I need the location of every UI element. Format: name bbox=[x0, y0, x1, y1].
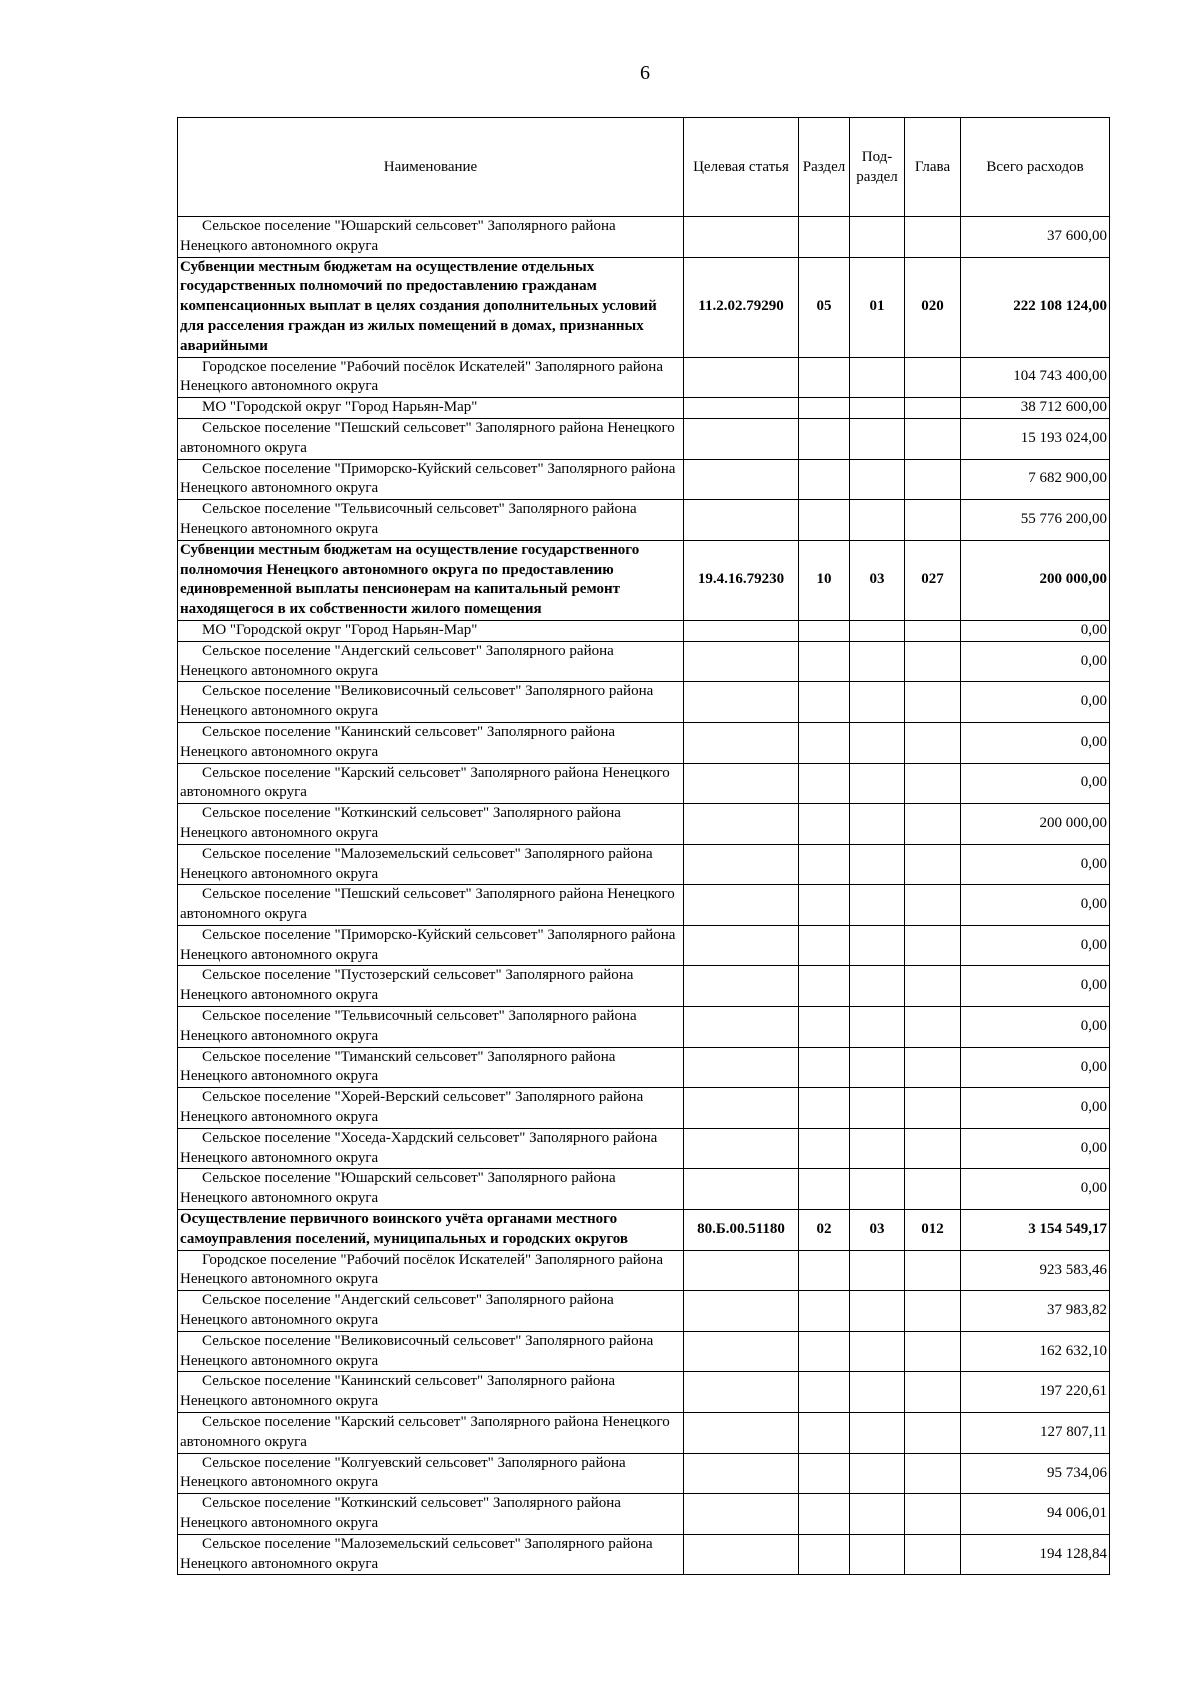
cell-chapter bbox=[905, 1534, 961, 1575]
row-name-text: Сельское поселение "Пустозерский сельсовет" Заполярного района Ненецкого автономного округа bbox=[180, 967, 634, 1004]
cell-chapter bbox=[905, 217, 961, 258]
cell-subsection bbox=[850, 1169, 905, 1210]
cell-target bbox=[684, 1453, 799, 1494]
cell-name bbox=[178, 459, 684, 500]
cell-total: 15 193 024,00 bbox=[961, 418, 1110, 459]
table-row bbox=[178, 804, 1110, 845]
row-name-text: МО "Городской округ "Город Нарьян-Мар" bbox=[202, 621, 478, 638]
cell-subsection bbox=[850, 925, 905, 966]
row-name-text: Сельское поселение "Великовисочный сельсовет" Заполярного района Ненецкого автономного округа bbox=[180, 683, 654, 720]
cell-target: 11.2.02.79290 bbox=[684, 257, 799, 357]
cell-target: 80.Б.00.51180 bbox=[684, 1210, 799, 1251]
cell-total: 0,00 bbox=[961, 966, 1110, 1007]
cell-section bbox=[799, 1372, 850, 1413]
row-name-text: Сельское поселение "Тельвисочный сельсовет" Заполярного района Ненецкого автономного округа bbox=[180, 1008, 637, 1044]
cell-subsection bbox=[850, 722, 905, 763]
cell-target bbox=[684, 925, 799, 966]
row-name-text: Сельское поселение "Андегский сельсовет" Заполярного района Ненецкого автономного округа bbox=[180, 1292, 614, 1329]
cell-total: 37 983,82 bbox=[961, 1291, 1110, 1332]
cell-target bbox=[684, 1047, 799, 1088]
cell-subsection bbox=[850, 1128, 905, 1169]
cell-total: 3 154 549,17 bbox=[961, 1210, 1110, 1251]
cell-target bbox=[684, 398, 799, 419]
cell-subsection bbox=[850, 885, 905, 926]
row-name-text: Сельское поселение "Канинский сельсовет" Заполярного района Ненецкого автономного округа bbox=[180, 1373, 616, 1410]
table-row-category bbox=[178, 540, 1110, 620]
cell-total: 0,00 bbox=[961, 641, 1110, 682]
cell-name bbox=[178, 925, 684, 966]
cell-chapter bbox=[905, 459, 961, 500]
header-chapter: Глава bbox=[905, 118, 961, 217]
cell-chapter bbox=[905, 398, 961, 419]
cell-name bbox=[178, 1413, 684, 1454]
cell-total: 37 600,00 bbox=[961, 217, 1110, 258]
cell-subsection bbox=[850, 1494, 905, 1535]
row-name-text: Городское поселение "Рабочий посёлок Искателей" Заполярного района Ненецкого автономного округа bbox=[180, 358, 663, 395]
cell-subsection bbox=[850, 459, 905, 500]
cell-chapter bbox=[905, 1453, 961, 1494]
cell-subsection bbox=[850, 357, 905, 398]
cell-chapter: 027 bbox=[905, 540, 961, 620]
table-row bbox=[178, 1007, 1110, 1048]
cell-chapter: 012 bbox=[905, 1210, 961, 1251]
row-name-text: Сельское поселение "Великовисочный сельсовет" Заполярного района Ненецкого автономного округа bbox=[180, 1332, 654, 1369]
row-name-text: Городское поселение "Рабочий посёлок Искателей" Заполярного района Ненецкого автономного округа bbox=[180, 1251, 663, 1288]
page-number: 6 bbox=[640, 62, 650, 84]
cell-chapter bbox=[905, 1331, 961, 1372]
cell-section bbox=[799, 620, 850, 641]
cell-chapter bbox=[905, 804, 961, 845]
cell-name bbox=[178, 418, 684, 459]
cell-section bbox=[799, 804, 850, 845]
cell-subsection bbox=[850, 1047, 905, 1088]
cell-subsection bbox=[850, 682, 905, 723]
row-name-text: Сельское поселение "Малоземельский сельсовет" Заполярного района Ненецкого автономного округа bbox=[180, 845, 653, 882]
cell-total: 0,00 bbox=[961, 1169, 1110, 1210]
table-row bbox=[178, 398, 1110, 419]
row-name-text: Сельское поселение "Тиманский сельсовет" Заполярного района Ненецкого автономного округа bbox=[180, 1048, 616, 1085]
cell-chapter bbox=[905, 722, 961, 763]
row-name-text: Сельское поселение "Канинский сельсовет" Заполярного района Ненецкого автономного округа bbox=[180, 723, 616, 760]
cell-chapter bbox=[905, 357, 961, 398]
cell-target bbox=[684, 885, 799, 926]
row-name-text: Сельское поселение "Карский сельсовет" Заполярного района Ненецкого автономного округа bbox=[180, 1414, 670, 1450]
table-row bbox=[178, 1128, 1110, 1169]
cell-target bbox=[684, 357, 799, 398]
cell-target bbox=[684, 641, 799, 682]
cell-name bbox=[178, 1494, 684, 1535]
cell-name bbox=[178, 1128, 684, 1169]
cell-chapter bbox=[905, 682, 961, 723]
cell-section bbox=[799, 1047, 850, 1088]
cell-subsection bbox=[850, 1088, 905, 1129]
cell-chapter bbox=[905, 1372, 961, 1413]
table-row bbox=[178, 1453, 1110, 1494]
row-name-text: Сельское поселение "Хоседа-Хардский сельсовет" Заполярного района Ненецкого автономного округа bbox=[180, 1129, 658, 1166]
cell-chapter bbox=[905, 418, 961, 459]
cell-target bbox=[684, 1494, 799, 1535]
cell-name bbox=[178, 722, 684, 763]
cell-name bbox=[178, 1007, 684, 1048]
cell-name bbox=[178, 1331, 684, 1372]
cell-subsection bbox=[850, 804, 905, 845]
cell-subsection bbox=[850, 1250, 905, 1291]
cell-target bbox=[684, 1291, 799, 1332]
cell-section bbox=[799, 418, 850, 459]
table-row bbox=[178, 620, 1110, 641]
cell-subsection bbox=[850, 763, 905, 804]
cell-section bbox=[799, 1169, 850, 1210]
cell-name bbox=[178, 1250, 684, 1291]
cell-section bbox=[799, 1453, 850, 1494]
row-name-text: Сельское поселение "Тельвисочный сельсовет" Заполярного района Ненецкого автономного округа bbox=[180, 501, 637, 537]
cell-target: 19.4.16.79230 bbox=[684, 540, 799, 620]
cell-chapter bbox=[905, 1413, 961, 1454]
table-row bbox=[178, 1331, 1110, 1372]
cell-name bbox=[178, 804, 684, 845]
cell-target bbox=[684, 844, 799, 885]
cell-target bbox=[684, 620, 799, 641]
cell-target bbox=[684, 1088, 799, 1129]
cell-chapter bbox=[905, 500, 961, 541]
cell-section bbox=[799, 217, 850, 258]
cell-subsection bbox=[850, 966, 905, 1007]
row-name-text: Сельское поселение "Коткинский сельсовет" Заполярного района Ненецкого автономного округа bbox=[180, 805, 621, 841]
cell-target bbox=[684, 1250, 799, 1291]
cell-subsection bbox=[850, 1534, 905, 1575]
cell-total: 127 807,11 bbox=[961, 1413, 1110, 1454]
cell-chapter bbox=[905, 1250, 961, 1291]
cell-total: 0,00 bbox=[961, 763, 1110, 804]
cell-target bbox=[684, 1128, 799, 1169]
cell-total: 38 712 600,00 bbox=[961, 398, 1110, 419]
cell-subsection: 03 bbox=[850, 1210, 905, 1251]
table-row-category bbox=[178, 1210, 1110, 1251]
cell-chapter bbox=[905, 1494, 961, 1535]
cell-target bbox=[684, 1372, 799, 1413]
cell-total: 0,00 bbox=[961, 885, 1110, 926]
cell-chapter bbox=[905, 1128, 961, 1169]
row-name-text: Сельское поселение "Карский сельсовет" Заполярного района Ненецкого автономного округа bbox=[180, 764, 670, 801]
cell-section: 05 bbox=[799, 257, 850, 357]
table-row bbox=[178, 1250, 1110, 1291]
cell-section bbox=[799, 966, 850, 1007]
cell-chapter bbox=[905, 1088, 961, 1129]
table-row bbox=[178, 1169, 1110, 1210]
cell-name bbox=[178, 1047, 684, 1088]
cell-section bbox=[799, 500, 850, 541]
cell-name bbox=[178, 1372, 684, 1413]
cell-subsection bbox=[850, 641, 905, 682]
cell-total: 0,00 bbox=[961, 722, 1110, 763]
cell-section bbox=[799, 459, 850, 500]
cell-name bbox=[178, 257, 684, 357]
cell-total: 162 632,10 bbox=[961, 1331, 1110, 1372]
cell-subsection bbox=[850, 217, 905, 258]
table-row bbox=[178, 722, 1110, 763]
cell-subsection bbox=[850, 500, 905, 541]
cell-section bbox=[799, 1128, 850, 1169]
cell-total: 95 734,06 bbox=[961, 1453, 1110, 1494]
cell-section bbox=[799, 1331, 850, 1372]
cell-subsection bbox=[850, 620, 905, 641]
row-name-text: Сельское поселение "Пешский сельсовет" Заполярного района Ненецкого автономного округа bbox=[180, 886, 675, 923]
cell-section bbox=[799, 682, 850, 723]
cell-name bbox=[178, 620, 684, 641]
table-row bbox=[178, 641, 1110, 682]
cell-section bbox=[799, 885, 850, 926]
cell-section bbox=[799, 1088, 850, 1129]
cell-chapter: 020 bbox=[905, 257, 961, 357]
cell-name bbox=[178, 1088, 684, 1129]
row-name-text: Сельское поселение "Коткинский сельсовет" Заполярного района Ненецкого автономного округа bbox=[180, 1495, 621, 1531]
cell-section bbox=[799, 763, 850, 804]
table-header-row bbox=[178, 118, 1110, 217]
cell-target bbox=[684, 682, 799, 723]
cell-total: 55 776 200,00 bbox=[961, 500, 1110, 541]
table-row bbox=[178, 682, 1110, 723]
cell-chapter bbox=[905, 1007, 961, 1048]
row-name-text: Субвенции местным бюджетам на осуществление государственного полномочия Ненецкого автономного округа по предоставлению единовременной выплаты пенсионерам на капитальный ремонт находящегося в их собственности жилого помещения bbox=[180, 541, 640, 618]
cell-target bbox=[684, 804, 799, 845]
cell-subsection bbox=[850, 418, 905, 459]
table-row-category bbox=[178, 257, 1110, 357]
cell-name bbox=[178, 1210, 684, 1251]
cell-total: 0,00 bbox=[961, 1047, 1110, 1088]
cell-section: 10 bbox=[799, 540, 850, 620]
cell-total: 200 000,00 bbox=[961, 540, 1110, 620]
row-name-text: Сельское поселение "Приморско-Куйский сельсовет" Заполярного района Ненецкого автономного округа bbox=[180, 460, 676, 497]
cell-total: 7 682 900,00 bbox=[961, 459, 1110, 500]
row-name-text: Сельское поселение "Юшарский сельсовет" Заполярного района Ненецкого автономного округа bbox=[180, 1170, 616, 1207]
cell-name bbox=[178, 641, 684, 682]
row-name-text: Сельское поселение "Хорей-Верский сельсовет" Заполярного района Ненецкого автономного округа bbox=[180, 1089, 644, 1126]
cell-name bbox=[178, 885, 684, 926]
cell-name bbox=[178, 357, 684, 398]
cell-target bbox=[684, 459, 799, 500]
cell-total: 0,00 bbox=[961, 844, 1110, 885]
cell-total: 104 743 400,00 bbox=[961, 357, 1110, 398]
header-section: Раздел bbox=[799, 118, 850, 217]
row-name-text: Сельское поселение "Колгуевский сельсовет" Заполярного района Ненецкого автономного округа bbox=[180, 1454, 626, 1491]
cell-target bbox=[684, 966, 799, 1007]
cell-section bbox=[799, 641, 850, 682]
cell-section bbox=[799, 1494, 850, 1535]
row-name-text: Субвенции местным бюджетам на осуществление отдельных государственных полномочий по предоставлению гражданам компенсационных выплат в целях создания дополнительных условий для расселения граждан из жилых помещений в домах, признанных аварийными bbox=[180, 258, 657, 354]
cell-chapter bbox=[905, 885, 961, 926]
cell-name bbox=[178, 966, 684, 1007]
cell-section bbox=[799, 1250, 850, 1291]
cell-target bbox=[684, 1331, 799, 1372]
cell-name bbox=[178, 540, 684, 620]
cell-target bbox=[684, 763, 799, 804]
table-body bbox=[178, 217, 1110, 1575]
cell-section bbox=[799, 1413, 850, 1454]
cell-name bbox=[178, 217, 684, 258]
cell-chapter bbox=[905, 925, 961, 966]
cell-subsection bbox=[850, 398, 905, 419]
cell-subsection bbox=[850, 1372, 905, 1413]
cell-name bbox=[178, 398, 684, 419]
cell-total: 0,00 bbox=[961, 925, 1110, 966]
cell-target bbox=[684, 500, 799, 541]
row-name-text: Осуществление первичного воинского учёта органами местного самоуправления поселений, муниципальных и городских округов bbox=[180, 1211, 629, 1247]
cell-subsection bbox=[850, 1007, 905, 1048]
cell-target bbox=[684, 1169, 799, 1210]
cell-target bbox=[684, 722, 799, 763]
cell-chapter bbox=[905, 844, 961, 885]
cell-name bbox=[178, 1291, 684, 1332]
table-row bbox=[178, 844, 1110, 885]
table-row bbox=[178, 418, 1110, 459]
budget-table bbox=[177, 117, 1110, 1575]
table-row bbox=[178, 925, 1110, 966]
table-row bbox=[178, 1047, 1110, 1088]
row-name-text: МО "Городской округ "Город Нарьян-Мар" bbox=[202, 399, 478, 416]
cell-name bbox=[178, 1534, 684, 1575]
table-row bbox=[178, 217, 1110, 258]
cell-name bbox=[178, 844, 684, 885]
cell-name bbox=[178, 1453, 684, 1494]
cell-target bbox=[684, 418, 799, 459]
row-name-text: Сельское поселение "Андегский сельсовет" Заполярного района Ненецкого автономного округа bbox=[180, 642, 614, 679]
cell-total: 194 128,84 bbox=[961, 1534, 1110, 1575]
cell-target bbox=[684, 1534, 799, 1575]
cell-subsection bbox=[850, 1453, 905, 1494]
row-name-text: Сельское поселение "Малоземельский сельсовет" Заполярного района Ненецкого автономного округа bbox=[180, 1535, 653, 1572]
table-row bbox=[178, 1291, 1110, 1332]
cell-name bbox=[178, 1169, 684, 1210]
row-name-text: Сельское поселение "Приморско-Куйский сельсовет" Заполярного района Ненецкого автономного округа bbox=[180, 926, 676, 963]
cell-total: 0,00 bbox=[961, 682, 1110, 723]
cell-total: 0,00 bbox=[961, 1088, 1110, 1129]
cell-name bbox=[178, 763, 684, 804]
cell-section: 02 bbox=[799, 1210, 850, 1251]
cell-subsection bbox=[850, 1331, 905, 1372]
cell-chapter bbox=[905, 966, 961, 1007]
table-row bbox=[178, 1413, 1110, 1454]
cell-chapter bbox=[905, 1169, 961, 1210]
table-row bbox=[178, 1534, 1110, 1575]
header-target: Целевая статья bbox=[684, 118, 799, 217]
cell-chapter bbox=[905, 1291, 961, 1332]
table-row bbox=[178, 1088, 1110, 1129]
table-row bbox=[178, 357, 1110, 398]
table-row bbox=[178, 1494, 1110, 1535]
cell-total: 222 108 124,00 bbox=[961, 257, 1110, 357]
cell-total: 0,00 bbox=[961, 620, 1110, 641]
cell-chapter bbox=[905, 763, 961, 804]
cell-target bbox=[684, 1007, 799, 1048]
cell-total: 200 000,00 bbox=[961, 804, 1110, 845]
cell-section bbox=[799, 1291, 850, 1332]
cell-section bbox=[799, 722, 850, 763]
cell-chapter bbox=[905, 1047, 961, 1088]
cell-section bbox=[799, 925, 850, 966]
cell-section bbox=[799, 1007, 850, 1048]
cell-name bbox=[178, 500, 684, 541]
cell-target bbox=[684, 217, 799, 258]
table-row bbox=[178, 459, 1110, 500]
cell-total: 197 220,61 bbox=[961, 1372, 1110, 1413]
table-row bbox=[178, 1372, 1110, 1413]
header-subsection: Под-раздел bbox=[850, 118, 905, 217]
header-name: Наименование bbox=[178, 118, 684, 217]
cell-total: 0,00 bbox=[961, 1007, 1110, 1048]
cell-total: 0,00 bbox=[961, 1128, 1110, 1169]
cell-section bbox=[799, 357, 850, 398]
cell-section bbox=[799, 844, 850, 885]
cell-section bbox=[799, 1534, 850, 1575]
header-total: Всего расходов bbox=[961, 118, 1110, 217]
cell-section bbox=[799, 398, 850, 419]
cell-subsection bbox=[850, 1413, 905, 1454]
cell-name bbox=[178, 682, 684, 723]
row-name-text: Сельское поселение "Пешский сельсовет" Заполярного района Ненецкого автономного округа bbox=[180, 419, 675, 456]
cell-subsection: 01 bbox=[850, 257, 905, 357]
cell-subsection: 03 bbox=[850, 540, 905, 620]
table-row bbox=[178, 966, 1110, 1007]
cell-subsection bbox=[850, 844, 905, 885]
table-row bbox=[178, 763, 1110, 804]
cell-chapter bbox=[905, 641, 961, 682]
table-row bbox=[178, 885, 1110, 926]
cell-total: 94 006,01 bbox=[961, 1494, 1110, 1535]
cell-total: 923 583,46 bbox=[961, 1250, 1110, 1291]
table-row bbox=[178, 500, 1110, 541]
cell-chapter bbox=[905, 620, 961, 641]
row-name-text: Сельское поселение "Юшарский сельсовет" Заполярного района Ненецкого автономного округа bbox=[180, 218, 616, 254]
cell-target bbox=[684, 1413, 799, 1454]
cell-subsection bbox=[850, 1291, 905, 1332]
